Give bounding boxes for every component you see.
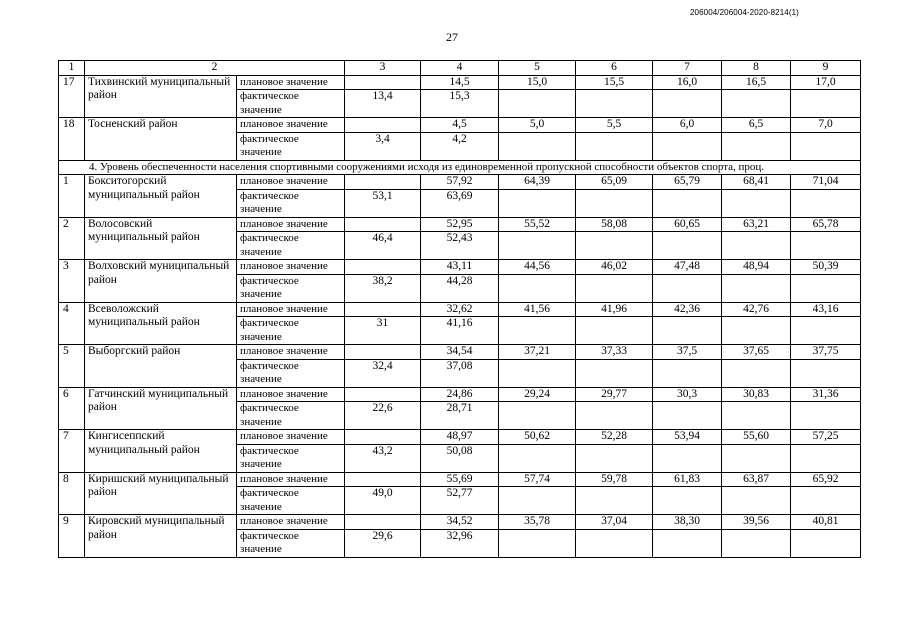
fact-label: фактическое значение [237, 90, 345, 118]
row-number: 4 [59, 302, 85, 345]
plan-label: плановое значение [237, 515, 345, 530]
plan-value: 29,77 [576, 387, 653, 402]
row-number: 2 [59, 217, 85, 260]
empty-cell [791, 232, 861, 260]
district-name: Волховский муниципальный район [85, 260, 237, 303]
plan-label: плановое значение [237, 302, 345, 317]
empty-cell [345, 175, 421, 190]
column-header: 2 [85, 61, 345, 76]
column-header: 3 [345, 61, 421, 76]
column-header: 4 [421, 61, 499, 76]
empty-cell [653, 132, 722, 160]
district-name: Гатчинский муниципальный район [85, 387, 237, 430]
empty-cell [499, 402, 576, 430]
empty-cell [576, 402, 653, 430]
empty-cell [576, 487, 653, 515]
empty-cell [576, 444, 653, 472]
plan-value: 57,25 [791, 430, 861, 445]
plan-value: 37,5 [653, 345, 722, 360]
empty-cell [499, 132, 576, 160]
empty-cell [576, 317, 653, 345]
empty-cell [722, 402, 791, 430]
empty-cell [791, 132, 861, 160]
empty-cell [576, 232, 653, 260]
district-name: Бокситогорский муниципальный район [85, 175, 237, 218]
column-header: 7 [653, 61, 722, 76]
empty-cell [576, 132, 653, 160]
district-name: Кингисеппский муниципальный район [85, 430, 237, 473]
district-name: Кировский муниципальный район [85, 515, 237, 558]
plan-value: 6,5 [722, 118, 791, 133]
empty-cell [576, 189, 653, 217]
plan-value: 48,97 [421, 430, 499, 445]
empty-cell [791, 487, 861, 515]
table-row-plan [59, 302, 861, 317]
plan-value: 63,21 [722, 217, 791, 232]
empty-cell [722, 189, 791, 217]
empty-cell [722, 274, 791, 302]
plan-value: 65,92 [791, 472, 861, 487]
fact-label: фактическое значение [237, 529, 345, 557]
empty-cell [345, 217, 421, 232]
empty-cell [345, 260, 421, 275]
fact-label: фактическое значение [237, 189, 345, 217]
plan-value: 58,08 [576, 217, 653, 232]
empty-cell [791, 317, 861, 345]
row-number: 1 [59, 175, 85, 218]
table-row-plan [59, 345, 861, 360]
district-name: Киришский муниципальный район [85, 472, 237, 515]
column-header: 6 [576, 61, 653, 76]
indicators-table [58, 60, 861, 558]
table-row-plan [59, 430, 861, 445]
plan-value: 34,52 [421, 515, 499, 530]
plan-value: 60,65 [653, 217, 722, 232]
plan-value: 6,0 [653, 118, 722, 133]
table-row-plan [59, 387, 861, 402]
plan-value: 15,5 [576, 75, 653, 90]
plan-label: плановое значение [237, 118, 345, 133]
fact-label: фактическое значение [237, 317, 345, 345]
plan-value: 42,76 [722, 302, 791, 317]
page-number: 27 [446, 30, 458, 44]
plan-value: 61,83 [653, 472, 722, 487]
empty-cell [722, 317, 791, 345]
plan-label: плановое значение [237, 472, 345, 487]
empty-cell [499, 444, 576, 472]
plan-value: 5,0 [499, 118, 576, 133]
empty-cell [791, 359, 861, 387]
empty-cell [653, 487, 722, 515]
plan-value: 55,52 [499, 217, 576, 232]
row-number: 8 [59, 472, 85, 515]
plan-value: 40,81 [791, 515, 861, 530]
plan-value: 31,36 [791, 387, 861, 402]
row-number: 3 [59, 260, 85, 303]
empty-cell [791, 274, 861, 302]
empty-cell [576, 359, 653, 387]
row-number: 6 [59, 387, 85, 430]
plan-value: 63,87 [722, 472, 791, 487]
row-number: 5 [59, 345, 85, 388]
empty-cell [653, 317, 722, 345]
fact-value: 53,1 [345, 189, 421, 217]
table-row-plan [59, 472, 861, 487]
plan-value: 53,94 [653, 430, 722, 445]
column-header: 5 [499, 61, 576, 76]
plan-value: 15,0 [499, 75, 576, 90]
empty-cell [791, 402, 861, 430]
fact-value: 32,4 [345, 359, 421, 387]
plan-value: 43,11 [421, 260, 499, 275]
fact-value: 52,43 [421, 232, 499, 260]
fact-value: 46,4 [345, 232, 421, 260]
empty-cell [791, 189, 861, 217]
fact-label: фактическое значение [237, 274, 345, 302]
plan-label: плановое значение [237, 175, 345, 190]
row-number: 18 [59, 118, 85, 161]
district-name: Выборгский район [85, 345, 237, 388]
empty-cell [345, 472, 421, 487]
empty-cell [345, 75, 421, 90]
plan-label: плановое значение [237, 345, 345, 360]
empty-cell [499, 529, 576, 557]
empty-cell [345, 387, 421, 402]
plan-label: плановое значение [237, 260, 345, 275]
plan-value: 64,39 [499, 175, 576, 190]
table-row-plan [59, 217, 861, 232]
table-row-plan [59, 75, 861, 90]
empty-cell [653, 232, 722, 260]
plan-value: 44,56 [499, 260, 576, 275]
fact-label: фактическое значение [237, 444, 345, 472]
empty-cell [722, 529, 791, 557]
plan-value: 38,30 [653, 515, 722, 530]
plan-value: 50,62 [499, 430, 576, 445]
fact-value: 49,0 [345, 487, 421, 515]
plan-value: 4,5 [421, 118, 499, 133]
fact-value: 44,28 [421, 274, 499, 302]
district-name: Всеволожский муниципальный район [85, 302, 237, 345]
empty-cell [345, 302, 421, 317]
empty-cell [499, 317, 576, 345]
plan-value: 55,60 [722, 430, 791, 445]
plan-value: 17,0 [791, 75, 861, 90]
fact-value: 41,16 [421, 317, 499, 345]
empty-cell [791, 529, 861, 557]
plan-value: 65,78 [791, 217, 861, 232]
plan-value: 37,75 [791, 345, 861, 360]
fact-label: фактическое значение [237, 132, 345, 160]
fact-value: 63,69 [421, 189, 499, 217]
empty-cell [345, 118, 421, 133]
empty-cell [499, 90, 576, 118]
fact-value: 15,3 [421, 90, 499, 118]
district-name: Тосненский район [85, 118, 237, 161]
column-number-row [59, 61, 861, 76]
plan-value: 43,16 [791, 302, 861, 317]
empty-cell [722, 232, 791, 260]
table-row-plan [59, 175, 861, 190]
empty-cell [653, 444, 722, 472]
plan-value: 7,0 [791, 118, 861, 133]
empty-cell [499, 232, 576, 260]
section-title: 4. Уровень обеспеченности населения спортивными сооружениями исходя из единовременной пропускной способности объектов спорта, проц. [59, 160, 861, 175]
fact-value: 31 [345, 317, 421, 345]
fact-value: 29,6 [345, 529, 421, 557]
plan-value: 50,39 [791, 260, 861, 275]
column-header: 8 [722, 61, 791, 76]
empty-cell [653, 359, 722, 387]
plan-label: плановое значение [237, 75, 345, 90]
fact-label: фактическое значение [237, 232, 345, 260]
fact-value: 13,4 [345, 90, 421, 118]
plan-value: 46,02 [576, 260, 653, 275]
fact-value: 3,4 [345, 132, 421, 160]
fact-value: 43,2 [345, 444, 421, 472]
row-number: 17 [59, 75, 85, 118]
empty-cell [345, 430, 421, 445]
plan-value: 65,09 [576, 175, 653, 190]
empty-cell [653, 274, 722, 302]
plan-value: 71,04 [791, 175, 861, 190]
empty-cell [791, 90, 861, 118]
plan-value: 35,78 [499, 515, 576, 530]
plan-value: 37,04 [576, 515, 653, 530]
fact-value: 52,77 [421, 487, 499, 515]
plan-value: 14,5 [421, 75, 499, 90]
column-header: 9 [791, 61, 861, 76]
empty-cell [499, 487, 576, 515]
plan-value: 30,83 [722, 387, 791, 402]
plan-value: 48,94 [722, 260, 791, 275]
plan-value: 52,95 [421, 217, 499, 232]
plan-value: 16,0 [653, 75, 722, 90]
fact-label: фактическое значение [237, 487, 345, 515]
empty-cell [499, 274, 576, 302]
plan-value: 30,3 [653, 387, 722, 402]
fact-value: 38,2 [345, 274, 421, 302]
fact-label: фактическое значение [237, 402, 345, 430]
plan-value: 32,62 [421, 302, 499, 317]
empty-cell [722, 90, 791, 118]
district-name: Тихвинский муниципальный район [85, 75, 237, 118]
plan-value: 16,5 [722, 75, 791, 90]
plan-value: 24,86 [421, 387, 499, 402]
plan-value: 39,56 [722, 515, 791, 530]
fact-label: фактическое значение [237, 359, 345, 387]
plan-value: 57,92 [421, 175, 499, 190]
plan-value: 41,96 [576, 302, 653, 317]
plan-value: 29,24 [499, 387, 576, 402]
plan-label: плановое значение [237, 387, 345, 402]
plan-value: 5,5 [576, 118, 653, 133]
empty-cell [791, 444, 861, 472]
plan-label: плановое значение [237, 430, 345, 445]
empty-cell [345, 345, 421, 360]
row-number: 9 [59, 515, 85, 558]
plan-value: 57,74 [499, 472, 576, 487]
empty-cell [722, 444, 791, 472]
plan-value: 37,33 [576, 345, 653, 360]
section-title-row [59, 160, 861, 175]
district-name: Волосовский муниципальный район [85, 217, 237, 260]
plan-value: 59,78 [576, 472, 653, 487]
table-row-plan [59, 118, 861, 133]
empty-cell [499, 189, 576, 217]
empty-cell [576, 274, 653, 302]
plan-value: 37,65 [722, 345, 791, 360]
empty-cell [653, 529, 722, 557]
plan-value: 41,56 [499, 302, 576, 317]
plan-value: 65,79 [653, 175, 722, 190]
plan-value: 47,48 [653, 260, 722, 275]
empty-cell [722, 132, 791, 160]
empty-cell [576, 529, 653, 557]
fact-value: 32,96 [421, 529, 499, 557]
plan-value: 68,41 [722, 175, 791, 190]
empty-cell [653, 189, 722, 217]
plan-value: 52,28 [576, 430, 653, 445]
empty-cell [499, 359, 576, 387]
plan-value: 37,21 [499, 345, 576, 360]
plan-label: плановое значение [237, 217, 345, 232]
fact-value: 50,08 [421, 444, 499, 472]
empty-cell [722, 487, 791, 515]
empty-cell [722, 359, 791, 387]
plan-value: 34,54 [421, 345, 499, 360]
row-number: 7 [59, 430, 85, 473]
empty-cell [653, 90, 722, 118]
table-row-plan [59, 515, 861, 530]
fact-value: 28,71 [421, 402, 499, 430]
table-row-plan [59, 260, 861, 275]
plan-value: 55,69 [421, 472, 499, 487]
column-header: 1 [59, 61, 85, 76]
fact-value: 22,6 [345, 402, 421, 430]
fact-value: 37,08 [421, 359, 499, 387]
empty-cell [653, 402, 722, 430]
plan-value: 42,36 [653, 302, 722, 317]
empty-cell [576, 90, 653, 118]
document-number: 206004/206004-2020-8214(1) [690, 8, 799, 17]
fact-value: 4,2 [421, 132, 499, 160]
empty-cell [345, 515, 421, 530]
